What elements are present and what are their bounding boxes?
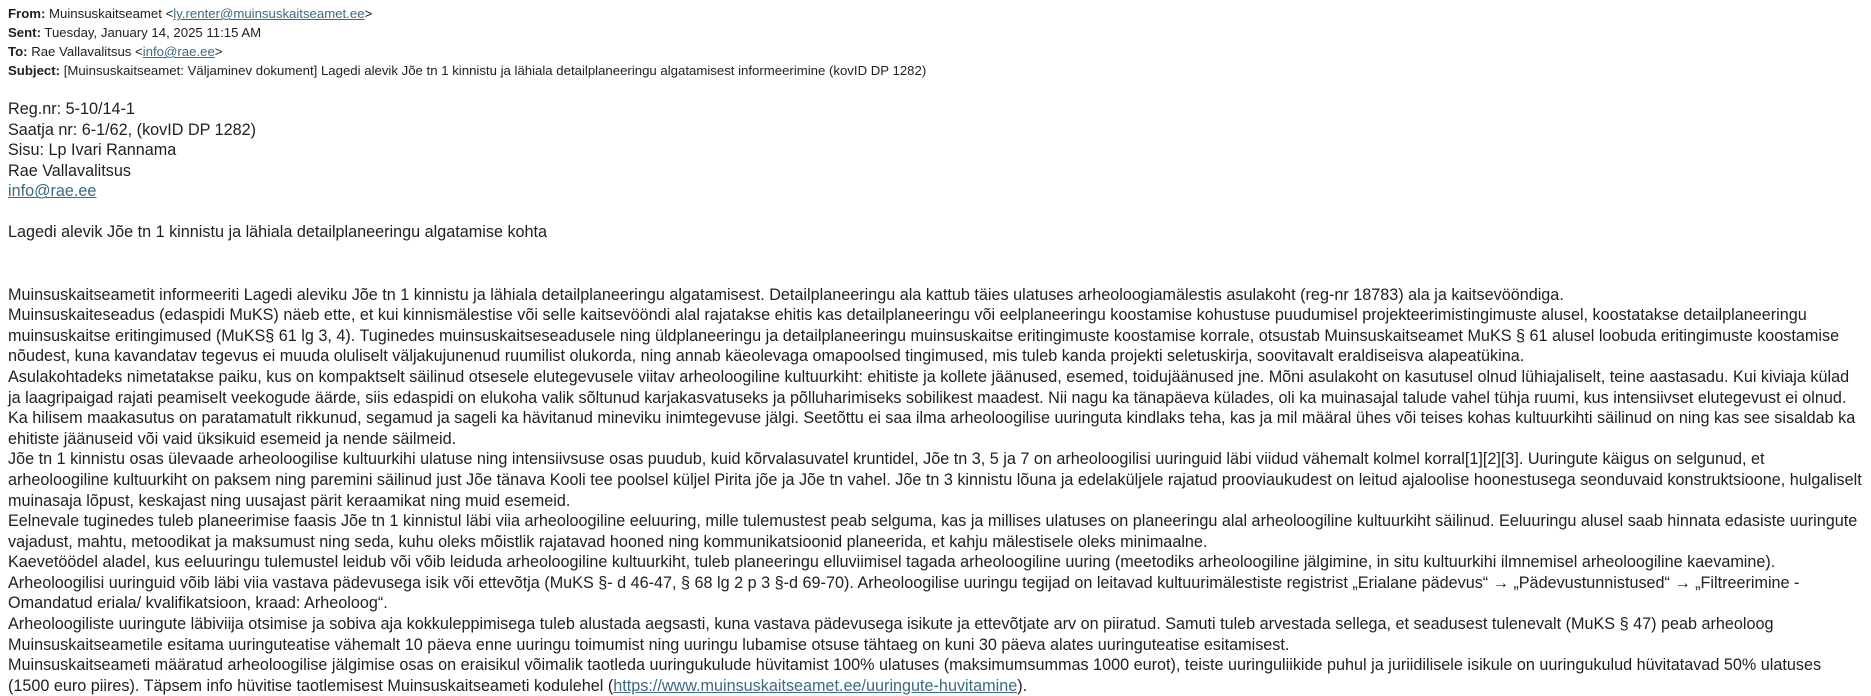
from-row	[8, 4, 1863, 23]
compensation-link[interactable]: https://www.muinsuskaitseamet.ee/uuringute-huvitamine	[613, 676, 1018, 695]
subject-value: [Muinsuskaitseamet: Väljaminev dokument] Lagedi alevik Jõe tn 1 kinnistu ja lähiala detailplaneeringu algatamisest informeerimine (kovID DP 1282)	[63, 63, 927, 78]
to-close: >	[214, 44, 223, 59]
paragraph: Muinsuskaitseametit informeeriti Lagedi aleviku Jõe tn 1 kinnistu ja lähiala detailplaneeringu algatamisest. Detailplaneeringu ala kattub täies ulatuses arheoloogiamälestis asulakoht (reg-nr 18783) ala ja kaitsevööndiga.	[8, 285, 1564, 304]
to-email-link[interactable]: info@rae.ee	[142, 44, 215, 59]
letter-topic: Lagedi alevik Jõe tn 1 kinnistu ja lähiala detailplaneeringu algatamise kohta	[8, 222, 548, 241]
paragraph: Kaevetöödel aladel, kus eeluuringu tulemustel leidub või võib leiduda arheoloogiline kultuurkiht, tuleb planeeringu elluviimisel tagada arheoloogiline uuring (meetodiks arheoloogiline jälgimine, in situ kultuurkihi ilmnemisel arheoloogiline kaevamine).	[8, 553, 1776, 572]
paragraph: Jõe tn 1 kinnistu osas ülevaade arheoloogilise kultuurkihi ulatuse ning intensiivsuse osas puudub, kuid kõrvalasuvatel kruntidel, Jõe tn 3, 5 ja 7 on arheoloogilisi uuringuid läbi viidud vähemalt kolmel korral[1][2][3]. Uuringute käigus on selgunud, et arheoloogiline kultuurkiht on paksem ning paremini säilinud just Jõe tänava Kooli tee poolsel küljel Pirita jõe ja Jõe tn vahel. Jõe tn 3 kinnistu lõuna ja edelaküljele rajatud prooviaukudest on leitud ajaloolise hoonestusega seonduvaid konstruktsioone, hulgaliselt muinasaja lõpust, keskajast ning uusajast pärit keraamikat ning muid esemeid.	[8, 450, 1862, 510]
sent-label: Sent:	[8, 25, 41, 40]
from-close: >	[364, 6, 373, 21]
email-body	[8, 99, 1863, 696]
reg-nr: Reg.nr: 5-10/14-1	[8, 100, 135, 118]
to-row	[8, 42, 1863, 61]
email-header	[8, 4, 1863, 80]
saatja-nr: Saatja nr: 6-1/62, (kovID DP 1282)	[8, 120, 257, 139]
from-email-link[interactable]: ly.renter@muinsuskaitseamet.ee	[173, 6, 365, 21]
paragraph-text: Muinsuskaitseameti määratud arheoloogilise jälgimise osas on eraisikul võimalik taotleda uuringukulude hüvitamist 100% ulatuses (maksimumsummas 1000 eurot), teiste uuringuliikide puhul ja juriidilisele isikule on uuringukulud hüvitatavad 50% ulatuses (1500 euro piires). Täpsem info hüvitise taotlemisest Muinsuskaitseameti kodulehel (	[8, 656, 1822, 695]
paragraph-tail: ).	[1017, 676, 1028, 695]
sisu: Sisu: Lp Ivari Rannama	[8, 141, 177, 160]
sent-row	[8, 23, 1863, 42]
document-meta	[8, 99, 1863, 202]
from-label: From:	[8, 6, 46, 21]
paragraph-last	[8, 655, 1863, 696]
subject-row	[8, 61, 1863, 80]
paragraph: Muinsuskaiteseadus (edaspidi MuKS) näeb ette, et kui kinnismälestise või selle kaitsevööndi alal rajatakse ehitis kas detailplaneeringu või eelplaneeringu koostamise kohustuse puudumisel projekteerimistingimuste alusel, koostatakse detailplaneeringu muinsuskaitse eritingimused (MuKS§ 61 lg 3, 4). Tuginedes muinsuskaitseseadusele ning üldplaneeringu ja detailplaneeringu muinsuskaitse eritingimuste koostamise korrale, otsustab Muinsuskaitseamet MuKS § 61 alusel loobuda eritingimuste koostamise nõudest, kuna kavandatav tegevus ei muuda oluliselt väljakujunenud ruumilist olukorda, ning annab käeolevaga omapoolsed tingimused, mis tuleb kanda projekti seletuskirja, soovitavalt eraldiseisva alapeatükina.	[8, 306, 1840, 366]
recipient-email-link[interactable]: info@rae.ee	[8, 182, 97, 201]
recipient-name: Rae Vallavalitsus	[8, 161, 131, 180]
paragraph: Arheoloogilisi uuringuid võib läbi viia vastava pädevusega isik või ettevõtja (MuKS §- d 46-47, § 68 lg 2 p 3 §-d 69-70). Arheoloogilise uuringu tegijad on leitavad kultuurimälestiste registrist „Erialane pädevus“ → „Pädevustunnistused“ → „Filtreerimine - Omandatud eriala/ kvalifikatsioon, kraad: Arheoloog“.	[8, 573, 1800, 613]
sent-value: Tuesday, January 14, 2025 11:15 AM	[44, 25, 262, 40]
subject-label: Subject:	[8, 63, 61, 78]
paragraph: Eelnevale tuginedes tuleb planeerimise faasis Jõe tn 1 kinnistul läbi viia arheoloogiline eeluuring, mille tulemustest peab selguma, kas ja millises ulatuses on planeeringu alal arheoloogiline kultuurkiht säilinud. Eeluuringu alusel saab hinnata edasiste uuringute vajadust, mahtu, metoodikat ja maksumust ning seda, kuhu oleks mõistlik rajatavad hooned ning kommunikatsioonid planeerida, et kahju mälestisele oleks minimaalne.	[8, 512, 1858, 551]
letter-paragraphs	[8, 285, 1863, 696]
paragraph: Asulakohtadeks nimetatakse paiku, kus on kompaktselt säilinud otsesele elutegevusele viitav arheoloogiline kultuurkiht: ehitiste ja kollete jäänused, esemed, toidujäänused jne. Mõni asulakoht on kasutusel olnud lühiajaliselt, teine aastasadu. Kui kiviaja külad ja laagripaigad rajati peamiselt veekogude äärde, siis edaspidi on elukoha valik sõltunud karjakasvatuseks ja põlluharimiseks sobilikest maadest. Nii nagu ka tänapäeva külades, oli ka muinasajal talude vahel tühja ruumi, kus intensiivset elutegevust ei olnud. Ka hilisem maakasutus on paratamatult rikkunud, segamud ja sageli ka hävitanud mineviku inimtegevuse jälgi. Seetõttu ei saa ilma arheoloogilise uuringuta kindlaks teha, kas ja mil määral ühes või teises kohas kultuurkihti säilinud on ning kas see sisaldab ka ehitiste jäänuseid või vaid üksikuid esemeid ja nende säilmeid.	[8, 367, 1856, 448]
from-name: Muinsuskaitseamet <	[49, 6, 174, 21]
to-name: Rae Vallavalitsus <	[31, 44, 143, 59]
to-label: To:	[8, 44, 28, 59]
paragraph: Arheoloogiliste uuringute läbiviija otsimise ja sobiva aja kokkuleppimisega tuleb alustada aegsasti, kuna vastava pädevusega isikute ja ettevõtjate arv on piiratud. Samuti tuleb arvestada sellega, et seadusest tulenevalt (MuKS § 47) peab arheoloog Muinsuskaitseametile esitama uuringuteatise vähemalt 10 päeva enne uuringu toimumist ning uuringu lubamise otsuse tähtaeg on kuni 30 päeva alates uuringuteatise esitamisest.	[8, 615, 1774, 654]
